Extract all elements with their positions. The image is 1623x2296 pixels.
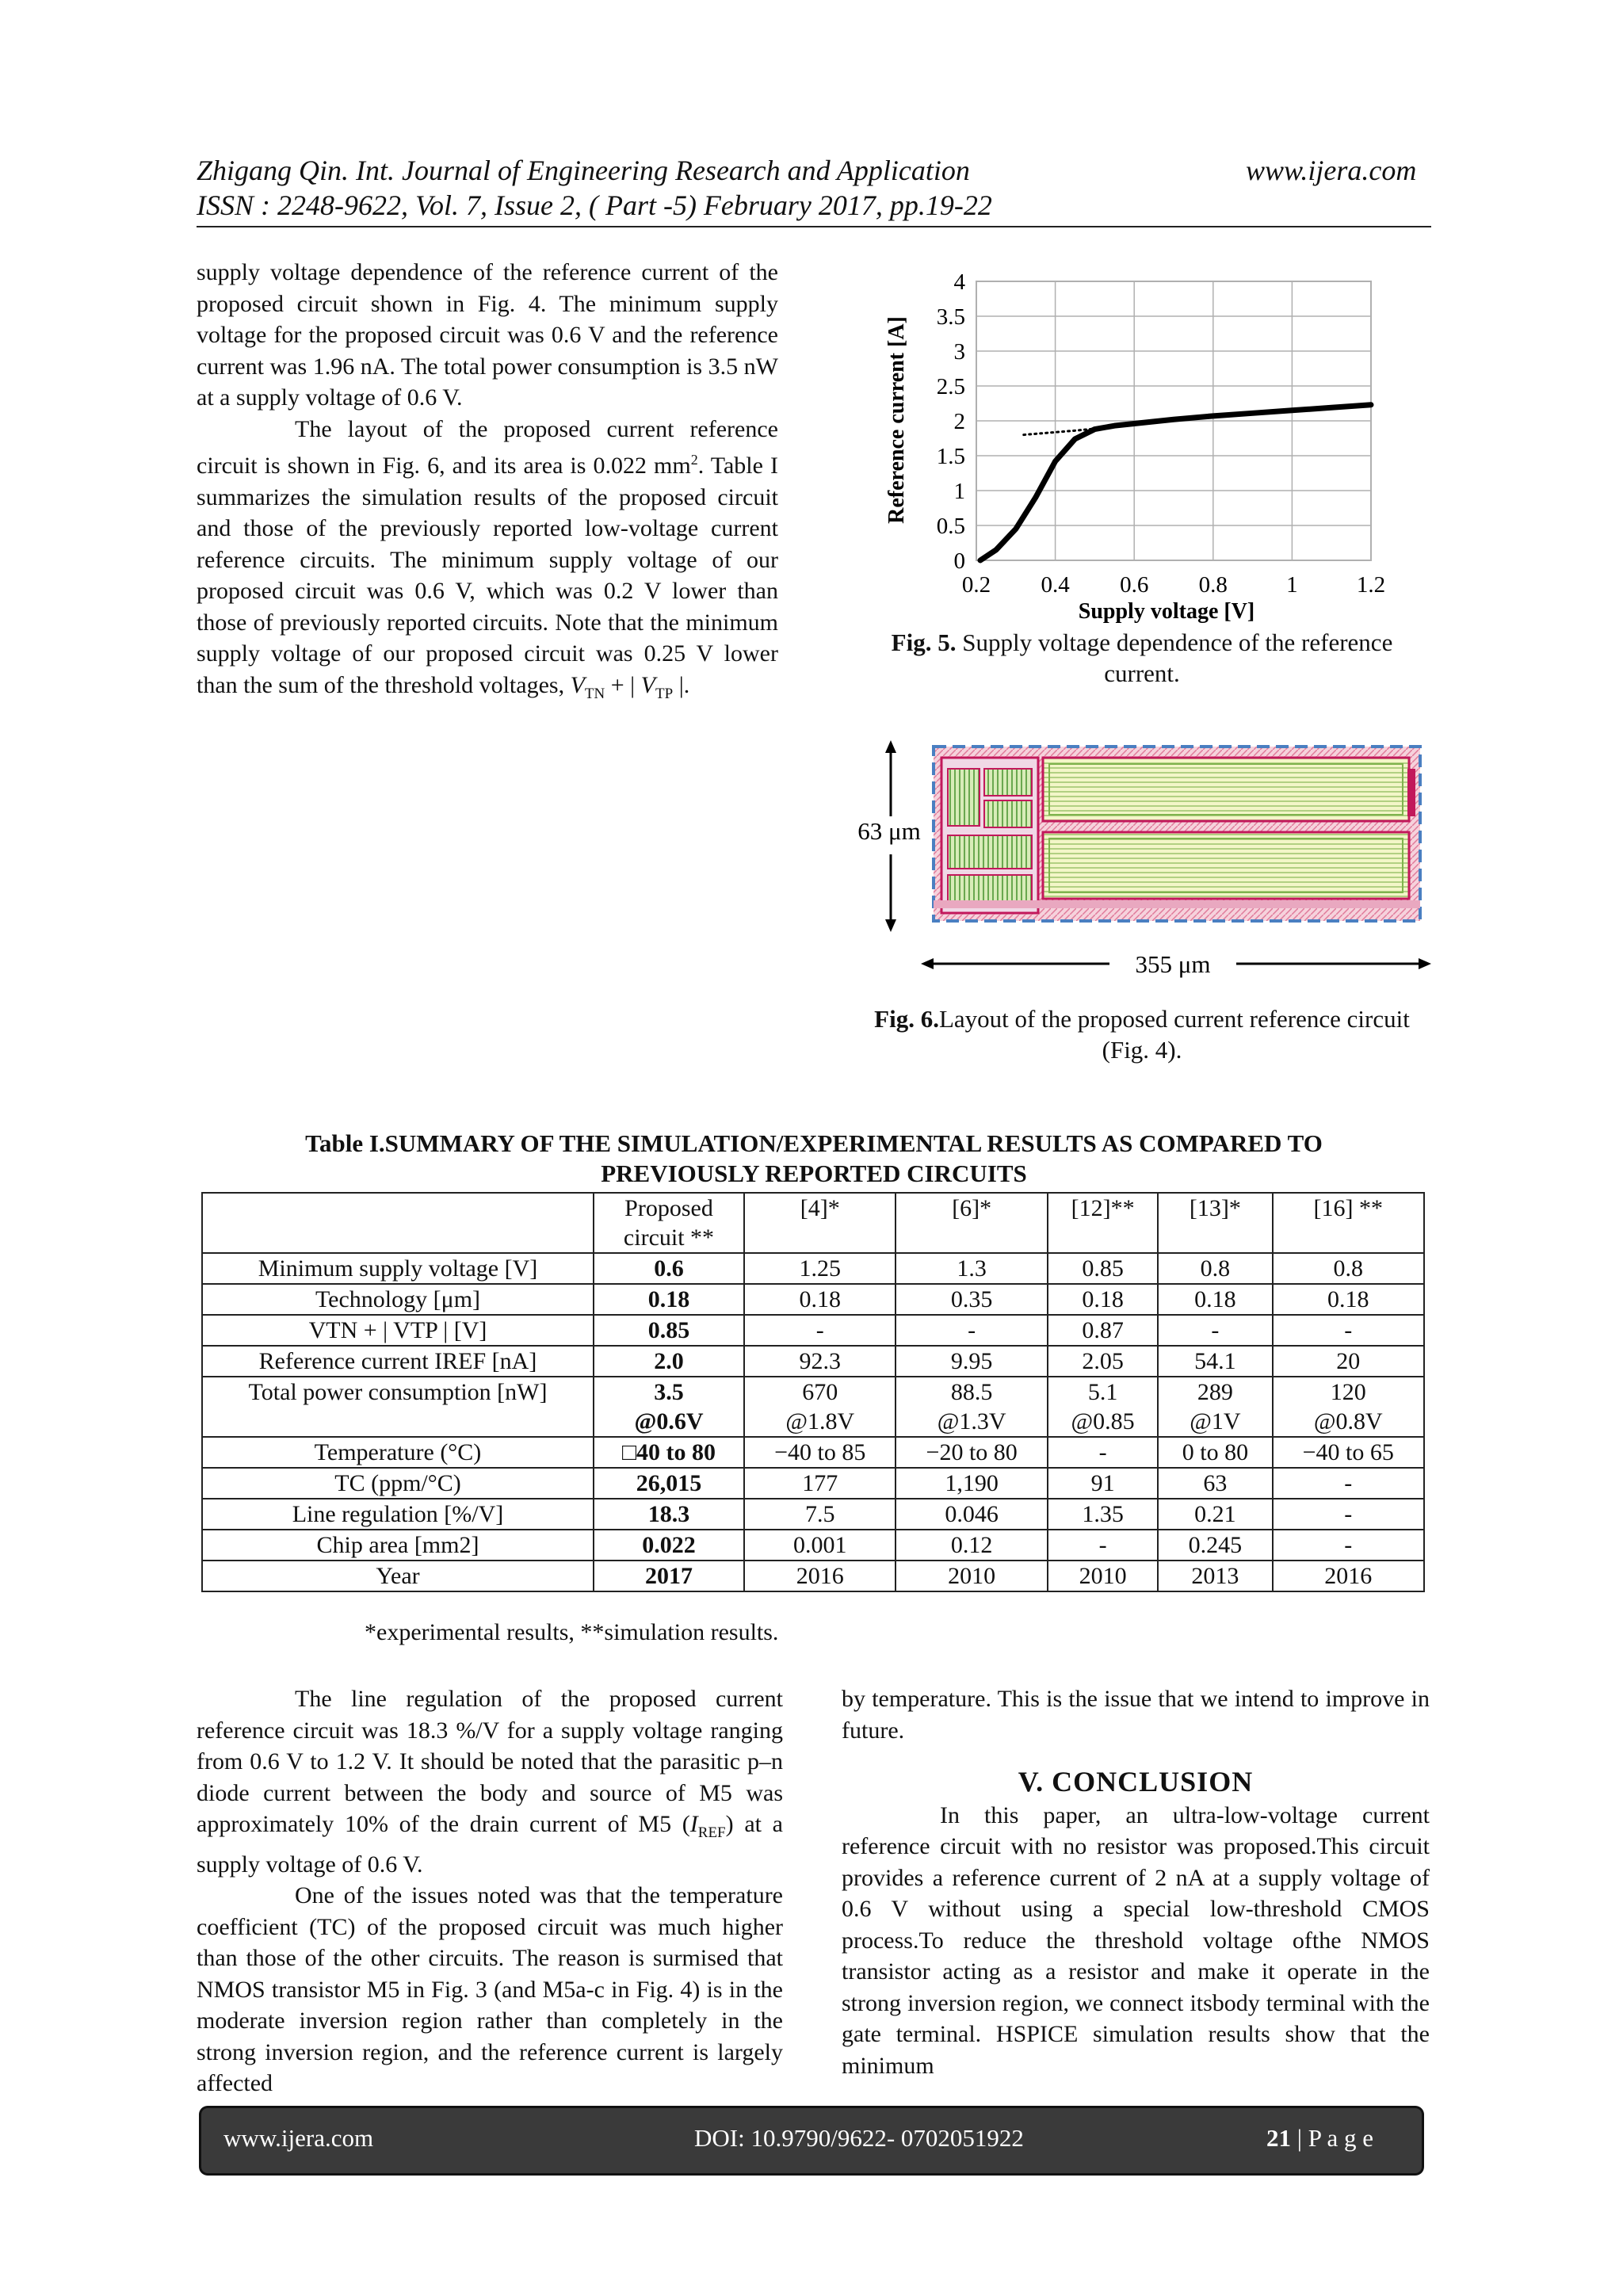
table-cell: −40 to 85 xyxy=(744,1437,896,1468)
x-tick-label: 1 xyxy=(1286,572,1298,598)
footer-doi: DOI: 10.9790/9622- 0702051922 xyxy=(694,2124,1024,2152)
journal-website[interactable]: www.ijera.com xyxy=(1246,155,1417,186)
table-cell: 289 @1V xyxy=(1158,1377,1272,1437)
table-cell: 1,190 xyxy=(896,1468,1047,1499)
table-row xyxy=(202,1437,1424,1468)
paragraph: One of the issues noted was that the temperature coefficient (TC) of the proposed circuit was much higher than those of the other circuits. The reason is surmised that NMOS transistor M5 in Fig. 3 (and M5a-c in Fig. 4) is in the moderate inversion region rather than completely in the strong inversion region, and the reference current is largely affected xyxy=(197,1882,783,2096)
table-cell: 2013 xyxy=(1158,1561,1272,1591)
fig5-chart xyxy=(872,258,1395,630)
width-label: 355 μm xyxy=(1135,950,1211,978)
page-footer xyxy=(201,2108,1422,2173)
y-tick-label: 0.5 xyxy=(936,514,965,539)
table-cell: 0.245 xyxy=(1158,1530,1272,1561)
table-cell: −20 to 80 xyxy=(896,1437,1047,1468)
x-tick-labels xyxy=(962,572,1385,598)
paragraph: The line regulation of the proposed current reference circuit was 18.3 %/V for a supply voltage ranging from 0.6 V to 1.2 V. It should be noted that the parasitic p–n diode current between the body and source of M5 was approximately 10% of the drain current of M5 $(I_{REF})$ at a supply voltage of 0.6 V. xyxy=(197,1686,783,1878)
table-cell: 1.35 xyxy=(1048,1499,1158,1530)
table-cell: −40 to 65 xyxy=(1273,1437,1425,1468)
current-curve xyxy=(980,405,1371,560)
table-header-cell: [4]* xyxy=(744,1193,896,1253)
table-cell: - xyxy=(744,1315,896,1346)
table-cell: 0.87 xyxy=(1048,1315,1158,1346)
row-label: Temperature (°C) xyxy=(202,1437,594,1468)
y-tick-label: 1 xyxy=(953,479,965,504)
table-note: *experimental results, **simulation results. xyxy=(365,1619,779,1645)
table-cell: 0.18 xyxy=(1273,1284,1425,1315)
table-caption-line1: Table I.SUMMARY OF THE SIMULATION/EXPERIMENTAL RESULTS AS COMPARED TO xyxy=(305,1129,1323,1157)
table-cell: 2010 xyxy=(896,1561,1047,1591)
row-label: TC (ppm/°C) xyxy=(202,1468,594,1499)
table-cell: 0.12 xyxy=(896,1530,1047,1561)
section-heading: V. CONCLUSION xyxy=(1018,1766,1254,1797)
paragraph: supply voltage dependence of the reference current of the proposed circuit shown in Fig. 4. The minimum supply voltage for the proposed circuit was 0.6 V and the reference current was 1.96 nA. The total power consumption is 3.5 nW at a supply voltage of 0.6 V. xyxy=(197,259,778,411)
table-cell: - xyxy=(896,1315,1047,1346)
table-cell: 2016 xyxy=(744,1561,896,1591)
x-axis-label: Supply voltage [V] xyxy=(1078,599,1255,624)
table-cell: 0.18 xyxy=(744,1284,896,1315)
table-cell: 0.18 xyxy=(594,1284,744,1315)
y-axis-label: Reference current [A] xyxy=(884,316,909,524)
y-tick-labels xyxy=(937,269,966,574)
table-cell: - xyxy=(1273,1315,1425,1346)
table-cell: - xyxy=(1273,1530,1425,1561)
table-cell: 18.3 xyxy=(594,1499,744,1530)
journal-header-line2: ISSN : 2248-9622, Vol. 7, Issue 2, ( Part -5) February 2017, pp.19-22 xyxy=(197,189,992,221)
chart-series xyxy=(980,405,1371,560)
table-row xyxy=(202,1468,1424,1499)
table-cell: 0.18 xyxy=(1048,1284,1158,1315)
table-cell: 0.21 xyxy=(1158,1499,1272,1530)
table-cell: 1.3 xyxy=(896,1253,1047,1284)
table-cell: 0 to 80 xyxy=(1158,1437,1272,1468)
table-cell: 2.05 xyxy=(1048,1346,1158,1377)
table-cell: 0.8 xyxy=(1273,1253,1425,1284)
table-cell: - xyxy=(1273,1468,1425,1499)
table-cell: 0.8 xyxy=(1158,1253,1272,1284)
row-label: Chip area [mm2] xyxy=(202,1530,594,1561)
y-tick-label: 3 xyxy=(953,339,965,365)
footer-website[interactable]: www.ijera.com xyxy=(223,2124,374,2152)
table-cell: 0.35 xyxy=(896,1284,1047,1315)
table-row xyxy=(202,1346,1424,1377)
y-tick-label: 4 xyxy=(953,269,965,295)
table-cell: 0.022 xyxy=(594,1530,744,1561)
table-cell: 0.001 xyxy=(744,1530,896,1561)
paragraph: In this paper, an ultra-low-voltage current reference circuit with no resistor was proposed.This circuit provides a reference current of 2 nA at a supply voltage of 0.6 V without using a special low-threshold CMOS process.To reduce the threshold voltage ofthe NMOS transistor acting as a resistor and make it operate in the strong inversion region, we connect itsbody terminal with the gate terminal. HSPICE simulation results show that the minimum xyxy=(842,1801,1430,2079)
table-caption-line2: PREVIOUSLY REPORTED CIRCUITS xyxy=(601,1159,1027,1187)
row-label: Minimum supply voltage [V] xyxy=(202,1253,594,1284)
table-cell: 0.85 xyxy=(1048,1253,1158,1284)
table-row xyxy=(202,1530,1424,1561)
table-cell: 177 xyxy=(744,1468,896,1499)
table-cell: - xyxy=(1158,1315,1272,1346)
chip-layout xyxy=(934,747,1420,921)
row-label: Total power consumption [nW] xyxy=(202,1377,594,1437)
table-cell: 0.6 xyxy=(594,1253,744,1284)
table-cell: 91 xyxy=(1048,1468,1158,1499)
table-row xyxy=(202,1284,1424,1315)
table-cell: 120 @0.8V xyxy=(1273,1377,1425,1437)
table-cell: 1.25 xyxy=(744,1253,896,1284)
table-header-cell xyxy=(202,1193,594,1253)
y-tick-label: 2.5 xyxy=(936,374,965,399)
table-header-cell: [12]** xyxy=(1048,1193,1158,1253)
left-bottom-text xyxy=(197,1683,783,2099)
table-row xyxy=(202,1499,1424,1530)
table-cell: 2016 xyxy=(1273,1561,1425,1591)
x-tick-label: 0.4 xyxy=(1041,572,1070,598)
y-tick-label: 2 xyxy=(953,409,965,434)
row-label: VTN + | VTP | [V] xyxy=(202,1315,594,1346)
table-cell: 7.5 xyxy=(744,1499,896,1530)
table-row xyxy=(202,1561,1424,1591)
table-header-cell: [16] ** xyxy=(1273,1193,1425,1253)
y-tick-label: 3.5 xyxy=(936,304,965,330)
fig5-caption: Fig. 5. Supply voltage dependence of the reference current. xyxy=(891,628,1393,687)
table-cell: 26,015 xyxy=(594,1468,744,1499)
x-tick-label: 0.8 xyxy=(1198,572,1228,598)
journal-header-line1: Zhigang Qin. Int. Journal of Engineering Research and Application xyxy=(197,155,970,186)
table-cell: 0.18 xyxy=(1158,1284,1272,1315)
row-label: Year xyxy=(202,1561,594,1591)
table-cell: 0.85 xyxy=(594,1315,744,1346)
right-bottom-text xyxy=(842,1683,1430,2081)
y-tick-label: 1.5 xyxy=(936,444,965,469)
x-tick-label: 0.6 xyxy=(1120,572,1149,598)
paragraph: by temperature. This is the issue that we intend to improve in future. xyxy=(842,1686,1430,1744)
table-cell: - xyxy=(1048,1437,1158,1468)
header-rule xyxy=(197,226,1431,227)
table-header-cell: Proposed circuit ** xyxy=(594,1193,744,1253)
table-row xyxy=(202,1253,1424,1284)
footer-page: 21 | P a g e xyxy=(1266,2124,1374,2152)
table-cell: 2010 xyxy=(1048,1561,1158,1591)
left-top-text xyxy=(197,257,778,709)
x-tick-label: 0.2 xyxy=(961,572,991,598)
table-cell: - xyxy=(1273,1499,1425,1530)
table-cell: 2.0 xyxy=(594,1346,744,1377)
table-row xyxy=(202,1315,1424,1346)
row-label: Line regulation [%/V] xyxy=(202,1499,594,1530)
paragraph: The layout of the proposed current reference circuit is shown in Fig. 6, and its area is 0.022 $mm^2$. Table I summarizes the simulation results of the proposed circuit and those of the previously reported low-voltage current reference circuits. The minimum supply voltage of our proposed circuit was 0.6 V, which was 0.2 V lower than those of previously reported circuits. Note that the minimum supply voltage of our proposed circuit was 0.25 V lower than the sum of the threshold voltages, $V_{TN}$ + | $V_{TP}$ |. xyxy=(197,415,778,702)
table-cell: - xyxy=(1048,1530,1158,1561)
results-table xyxy=(201,1192,1425,1592)
table-cell: 3.5 @0.6V xyxy=(594,1377,744,1437)
y-tick-label: 0 xyxy=(953,548,965,574)
x-tick-label: 1.2 xyxy=(1356,572,1386,598)
table-cell: 63 xyxy=(1158,1468,1272,1499)
table-row xyxy=(202,1377,1424,1437)
table-header-cell: [6]* xyxy=(896,1193,1047,1253)
table-header-cell: [13]* xyxy=(1158,1193,1272,1253)
height-label: 63 μm xyxy=(857,817,921,845)
table-cell: 0.046 xyxy=(896,1499,1047,1530)
table-cell: 92.3 xyxy=(744,1346,896,1377)
table-cell: 9.95 xyxy=(896,1346,1047,1377)
table-cell: 20 xyxy=(1273,1346,1425,1377)
table-cell: 5.1 @0.85 xyxy=(1048,1377,1158,1437)
table-header-row xyxy=(202,1193,1424,1253)
fig6-caption: Fig. 6.Layout of the proposed current reference circuit (Fig. 4). xyxy=(874,1005,1410,1064)
table-cell: 54.1 xyxy=(1158,1346,1272,1377)
row-label: Technology [μm] xyxy=(202,1284,594,1315)
table-cell: □40 to 80 xyxy=(594,1437,744,1468)
row-label: Reference current IREF [nA] xyxy=(202,1346,594,1377)
table-cell: 2017 xyxy=(594,1561,744,1591)
fig6-layout-figure xyxy=(848,737,1434,983)
table-cell: 670 @1.8V xyxy=(744,1377,896,1437)
table-cell: 88.5 @1.3V xyxy=(896,1377,1047,1437)
